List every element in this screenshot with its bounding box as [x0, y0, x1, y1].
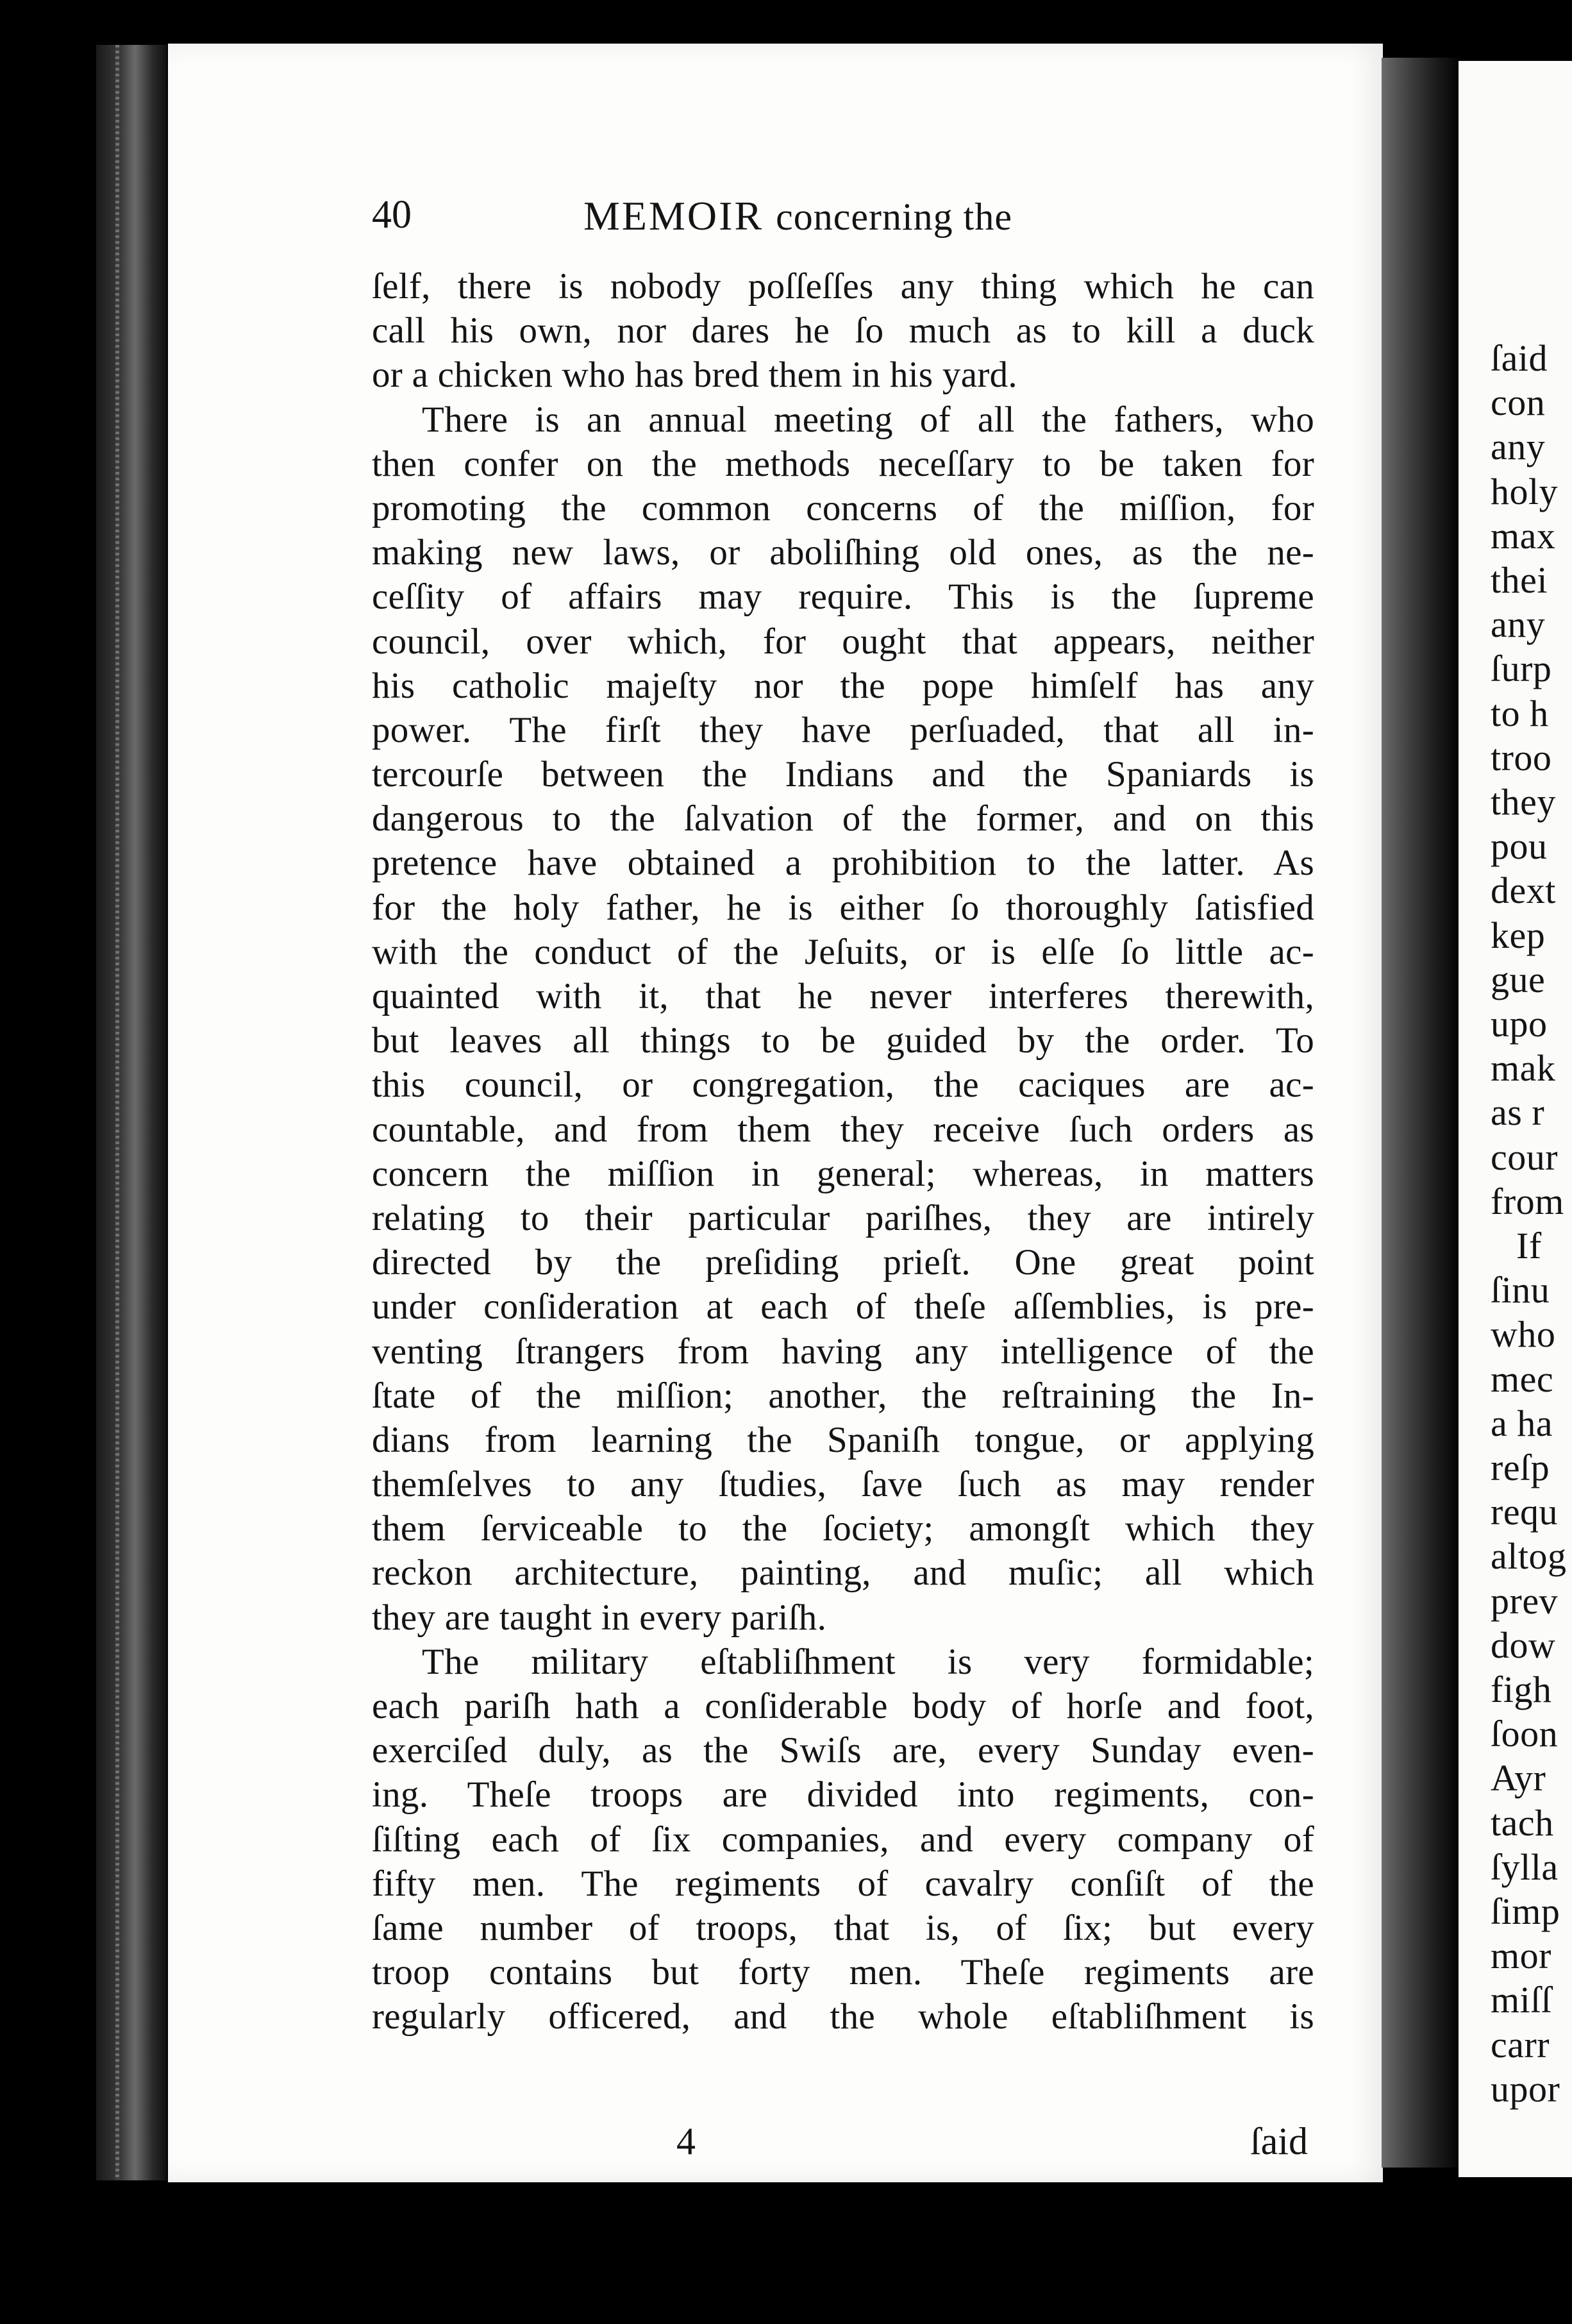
facing-page-line: Ayr: [1491, 1757, 1546, 1799]
text-line: concern the miſſion in general; whereas, in matters: [372, 1153, 1314, 1194]
text-line: ing. Theſe troops are divided into regiments, con-: [372, 1774, 1314, 1815]
text-line: relating to their particular pariſhes, they are intirely: [372, 1197, 1314, 1238]
facing-page-line: carr: [1491, 2023, 1550, 2066]
facing-page-line: requ: [1491, 1491, 1559, 1533]
text-line: ſtate of the miſſion; another, the reſtraining the In-: [372, 1375, 1314, 1416]
facing-page-line: ſinu: [1491, 1269, 1550, 1311]
signature-mark: 4: [676, 2120, 696, 2162]
text-line: his catholic majeſty nor the pope himſelf has any: [372, 665, 1314, 706]
body-text: [372, 264, 1314, 2039]
text-line: under conſideration at each of theſe aſſemblies, is pre-: [372, 1286, 1314, 1327]
text-line: themſelves to any ſtudies, ſave ſuch as may render: [372, 1464, 1314, 1505]
running-head-title: MEMOIR: [583, 193, 764, 239]
text-line: power. The firſt they have perſuaded, that all in-: [372, 709, 1314, 750]
text-line: tercourſe between the Indians and the Spaniards is: [372, 754, 1314, 795]
text-line: then confer on the methods neceſſary to be taken for: [372, 443, 1314, 484]
text-line: or a chicken who has bred them in his yard.: [372, 355, 1017, 396]
facing-page-line: holy: [1491, 470, 1559, 512]
facing-page-line: cour: [1491, 1136, 1559, 1178]
text-line: for the holy father, he is either ſo thoroughly ſatisfied: [372, 887, 1314, 928]
facing-page-line: from: [1491, 1180, 1564, 1222]
text-line: The military eſtabliſhment is very formidable;: [422, 1641, 1314, 1682]
text-line: fifty men. The regiments of cavalry conſiſt of the: [372, 1863, 1314, 1904]
facing-page-line: reſp: [1491, 1447, 1550, 1488]
catchword: ſaid: [1250, 2120, 1308, 2162]
facing-page-line: mak: [1491, 1047, 1556, 1090]
text-line: ſame number of troops, that is, of ſix; but every: [372, 1907, 1314, 1948]
facing-page-line: miſſ: [1491, 1979, 1552, 2021]
facing-page-line: figh: [1491, 1669, 1552, 1710]
page-header: [372, 192, 1321, 250]
text-line: pretence have obtained a prohibition to the latter. As: [372, 843, 1314, 884]
text-line: countable, and from them they receive ſuch orders as: [372, 1109, 1314, 1150]
facing-page-line: mor: [1491, 1935, 1551, 1977]
facing-page-line: ſoon: [1491, 1713, 1559, 1755]
facing-page: [1459, 61, 1572, 2177]
book-binding-edge: [96, 45, 167, 2180]
text-line: directed by the preſiding prieſt. One great point: [372, 1242, 1314, 1283]
facing-page-line: tach: [1491, 1801, 1554, 1844]
text-line: exerciſed duly, as the Swiſs are, every Sunday even-: [372, 1730, 1314, 1771]
facing-page-line: upor: [1491, 2067, 1560, 2110]
text-line: troop contains but forty men. Theſe regiments are: [372, 1952, 1314, 1993]
text-line: dians from learning the Spaniſh tongue, or applying: [372, 1419, 1314, 1460]
facing-page-line: to h: [1491, 692, 1549, 734]
text-line: ceſſity of affairs may require. This is the ſupreme: [372, 577, 1314, 618]
facing-page-line: upo: [1491, 1003, 1548, 1045]
text-line: but leaves all things to be guided by the order. To: [372, 1020, 1314, 1061]
text-line: with the conduct of the Jeſuits, or is elſe ſo little ac-: [372, 931, 1314, 972]
facing-page-line: max: [1491, 514, 1556, 557]
running-head: [583, 192, 1012, 240]
facing-page-line: altog: [1491, 1535, 1567, 1578]
text-line: promoting the common concerns of the miſſion, for: [372, 487, 1314, 528]
text-line: making new laws, or aboliſhing old ones, as the ne-: [372, 532, 1314, 573]
text-line: There is an annual meeting of all the fathers, who: [422, 399, 1314, 440]
facing-page-line: who: [1491, 1313, 1556, 1356]
page-gutter-shadow: [1382, 58, 1459, 2168]
text-line: ſiſting each of ſix companies, and every company of: [372, 1819, 1314, 1860]
facing-page-line: ſimp: [1491, 1890, 1560, 1932]
text-line: venting ſtrangers from having any intelligence of the: [372, 1331, 1314, 1372]
text-line: council, over which, for ought that appears, neither: [372, 621, 1314, 662]
facing-page-line: dow: [1491, 1624, 1556, 1666]
facing-page-line: prev: [1491, 1579, 1559, 1622]
facing-page-line: thei: [1491, 559, 1548, 601]
text-line: quainted with it, that he never interferes therewith,: [372, 976, 1314, 1016]
running-head-rest: concerning the: [776, 196, 1012, 238]
facing-page-line: any: [1491, 426, 1546, 468]
facing-page-line: ſylla: [1491, 1846, 1559, 1888]
facing-page-line: con: [1491, 382, 1546, 424]
text-line: this council, or congregation, the caciques are ac-: [372, 1065, 1314, 1106]
facing-page-line: a ha: [1491, 1402, 1553, 1444]
text-line: call his own, nor dares he ſo much as to kill a duck: [372, 310, 1314, 351]
facing-page-line: gue: [1491, 958, 1546, 1000]
facing-page-line: ſurp: [1491, 648, 1552, 690]
facing-page-line: If: [1516, 1225, 1542, 1267]
text-line: each pariſh hath a conſiderable body of horſe and foot,: [372, 1686, 1314, 1726]
facing-page-line: they: [1491, 781, 1556, 823]
text-line: regularly officered, and the whole eſtabliſhment is: [372, 1996, 1314, 2037]
facing-page-line: kep: [1491, 914, 1546, 956]
facing-page-line: pou: [1491, 825, 1548, 868]
text-line: ſelf, there is nobody poſſeſſes any thing which he can: [372, 266, 1314, 307]
facing-page-line: as r: [1491, 1091, 1545, 1134]
page-number: 40: [372, 193, 412, 237]
text-line: reckon architecture, painting, and muſic; all which: [372, 1553, 1314, 1594]
facing-page-line: mec: [1491, 1358, 1554, 1400]
facing-page-line: any: [1491, 603, 1546, 646]
text-line: them ſerviceable to the ſociety; amongſt which they: [372, 1508, 1314, 1549]
text-line: dangerous to the ſalvation of the former, and on this: [372, 798, 1314, 839]
facing-page-line: troo: [1491, 736, 1552, 779]
facing-page-line: ſaid: [1491, 337, 1548, 379]
text-line: they are taught in every pariſh.: [372, 1597, 827, 1638]
facing-page-line: dext: [1491, 870, 1556, 912]
